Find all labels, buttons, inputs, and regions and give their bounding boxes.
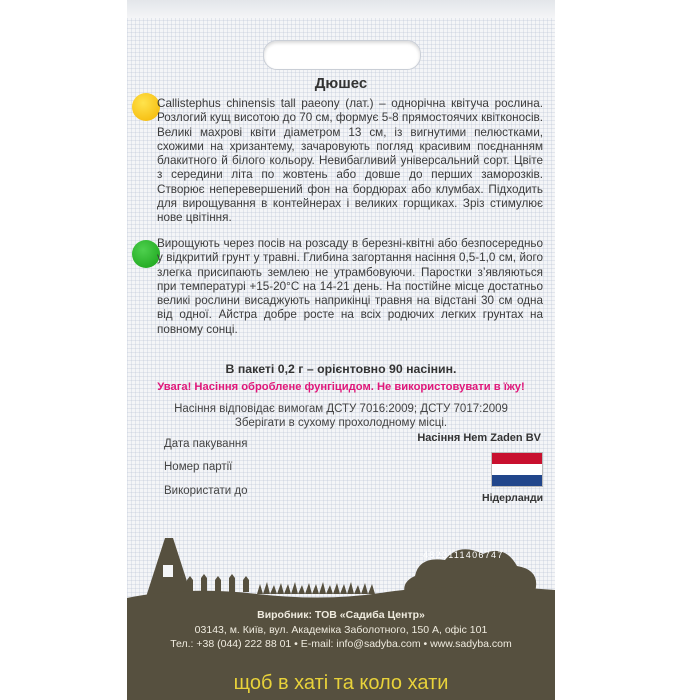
standard-compliance: Насіння відповідає вимогам ДСТУ 7016:2009; ДСТУ 7017:2009 — [174, 403, 508, 415]
use-before-label: Використати до — [164, 485, 248, 497]
variety-title: Дюшес — [314, 75, 368, 92]
packet-top-seal — [127, 0, 555, 18]
storage-instructions: Зберігати в сухому прохолодному місці. — [234, 417, 448, 429]
brand-slogan: щоб в хаті та коло хати — [233, 672, 449, 694]
country-label: Нідерланди — [482, 492, 544, 504]
batch-number-label: Номер партії — [164, 461, 233, 473]
yellow-bullet-icon — [132, 93, 160, 121]
seed-packet-back — [127, 0, 555, 700]
manufacturer-name: Виробник: ТОВ «Садиба Центр» — [257, 609, 425, 621]
fence-icon — [187, 574, 249, 592]
description-text: Callistephus chinensis tall paeony (лат.) – однорічна квітуча рослина. Розлогий кущ висотою до 70 см, формує 5-8 прямостоячих квітконосів. Великі махрові квіти діаметром 13 см, із вигнутими пелюстками, схожими на хризантему, зачаровують погляд красивим поєднанням блакитного й білого кольору. Невибагливий універсальний сорт. Цвіте з середини літа по жовтень або довше до перших заморозків. Створює неперевершений фон на бордюрах або клумбах. Підходить для вирощування в контейнерах і великих горщиках. Зріз стимулює нове цвітіння. — [157, 97, 543, 225]
grass-blades-icon — [257, 582, 375, 594]
flag-stripe-blue — [492, 475, 542, 486]
flag-stripe-red — [492, 453, 542, 464]
barcode-number: 4823111406747 — [423, 550, 504, 560]
green-bullet-icon — [132, 240, 160, 268]
pack-date-label: Дата пакування — [164, 438, 248, 450]
growing-instructions-text: Вирощують через посів на розсаду в березні-квітні або безпосередньо у відкритий грунт у травні. Глибина загортання насіння 0,5-1,0 см, його злегка присипають землею не утрамбовуючи. Паростки з’являються при температурі +15-20°С на 14-21 день. На постійне місце достатньо великі рослини висаджують наприкінці травня на відстані 30 см одна від одної. Айстра добре росте на всіх родючих легких грунтах на повному сонці. — [157, 237, 543, 336]
seed-producer: Насіння Hem Zaden BV — [417, 432, 541, 444]
hang-hole — [263, 40, 421, 70]
house-window-icon — [163, 565, 173, 577]
manufacturer-info — [127, 608, 555, 652]
fungicide-warning: Увага! Насіння оброблене фунгіцидом. Не використовувати в їжу! — [157, 381, 525, 393]
pack-quantity: В пакеті 0,2 г – орієнтовно 90 насінин. — [225, 362, 457, 376]
netherlands-flag-icon — [491, 452, 543, 487]
manufacturer-contacts: Тел.: +38 (044) 222 88 01 • E-mail: info@sadyba.com • www.sadyba.com — [170, 638, 512, 650]
flag-stripe-white — [492, 464, 542, 475]
manufacturer-address: 03143, м. Київ, вул. Академіка Заболотного, 150 А, офіс 101 — [194, 623, 488, 636]
standard-info — [127, 402, 555, 430]
